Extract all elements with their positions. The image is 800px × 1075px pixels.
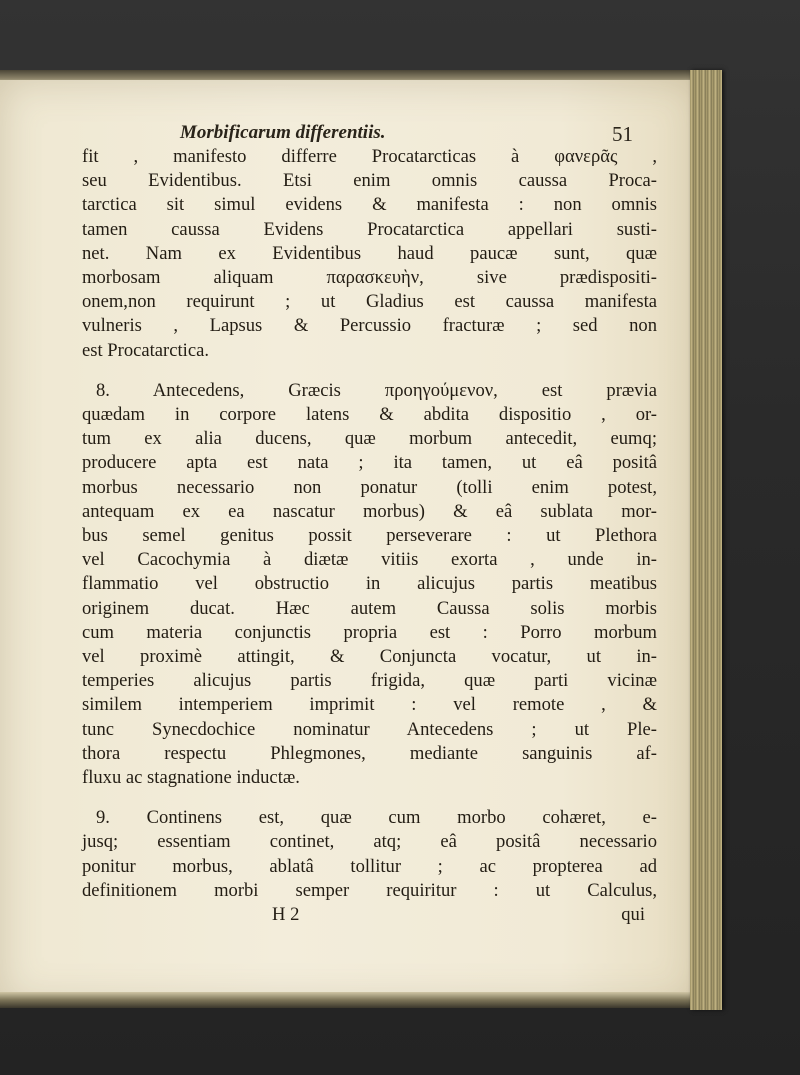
body-text (82, 145, 657, 927)
text-line: originem ducat. Hæc autem Caussa solis morbis (82, 597, 657, 619)
text-line: temperies alicujus partis frigida, quæ parti vicinæ (82, 670, 657, 692)
text-line: tunc Synecdochice nominatur Antecedens ; ut Ple- (82, 718, 657, 740)
page-footer (82, 903, 657, 927)
text-line: producere apta est nata ; ita tamen, ut eâ positâ (82, 452, 657, 474)
text-line: bus semel genitus possit perseverare : ut Plethora (82, 525, 657, 547)
text-line: flammatio vel obstructio in alicujus partis meatibus (82, 573, 657, 595)
text-line: quædam in corpore latens & abdita dispositio , or- (82, 404, 657, 426)
text-line: est Procatarctica. (82, 339, 209, 361)
page-number: 51 (612, 122, 633, 146)
text-line: 9. Continens est, quæ cum morbo cohæret, e- (96, 807, 657, 829)
text-line: 8. Antecedens, Græcis προηγούμενον, est prævia (96, 379, 657, 401)
text-line: fit , manifesto differre Procatarcticas à φανερᾶς , (82, 146, 657, 167)
text-line: ponitur morbus, ablatâ tollitur ; ac propterea ad (82, 855, 657, 877)
running-head: Morbificarum differentiis. (180, 122, 386, 143)
signature-mark: H 2 (272, 904, 300, 926)
text-line: antequam ex ea nascatur morbus) & eâ sublata mor- (82, 500, 657, 522)
text-line: fluxu ac stagnatione inductæ. (82, 767, 300, 789)
paragraph-8 (82, 379, 657, 790)
catchword: qui (621, 904, 645, 926)
text-line: morbosam aliquam παρασκευὴν, sive prædispositi- (82, 267, 657, 289)
text-line: similem intemperiem imprimit : vel remote , & (82, 694, 657, 716)
text-line: onem,non requirunt ; ut Gladius est caussa manifesta (82, 291, 657, 313)
paragraph-9 (82, 806, 657, 903)
text-line: tum ex alia ducens, quæ morbum antecedit, eumq; (82, 428, 657, 450)
text-line: vel proximè attingit, & Conjuncta vocatur, ut in- (82, 646, 657, 668)
text-line: jusq; essentiam continet, atq; eâ positâ necessario (82, 831, 657, 853)
page-stack-edge (690, 70, 722, 1010)
text-line: definitionem morbi semper requiritur : ut Calculus, (82, 879, 657, 901)
text-line: thora respectu Phlegmones, mediante sanguinis af- (82, 742, 657, 764)
paragraph-7 (82, 145, 657, 363)
text-line: vel Cacochymia à diætæ vitiis exorta , unde in- (82, 549, 657, 571)
text-line: seu Evidentibus. Etsi enim omnis caussa Proca- (82, 170, 657, 192)
text-line: tarctica sit simul evidens & manifesta : non omnis (82, 194, 657, 216)
text-line: morbus necessario non ponatur (tolli enim potest, (82, 476, 657, 498)
text-line: tamen caussa Evidens Procatarctica appellari susti- (82, 218, 657, 240)
text-line: cum materia conjunctis propria est : Porro morbum (82, 621, 657, 643)
text-line: vulneris , Lapsus & Percussio fracturæ ; sed non (82, 315, 657, 337)
page-bottom-edge (0, 992, 705, 1008)
text-line: net. Nam ex Evidentibus haud paucæ sunt, quæ (82, 242, 657, 264)
